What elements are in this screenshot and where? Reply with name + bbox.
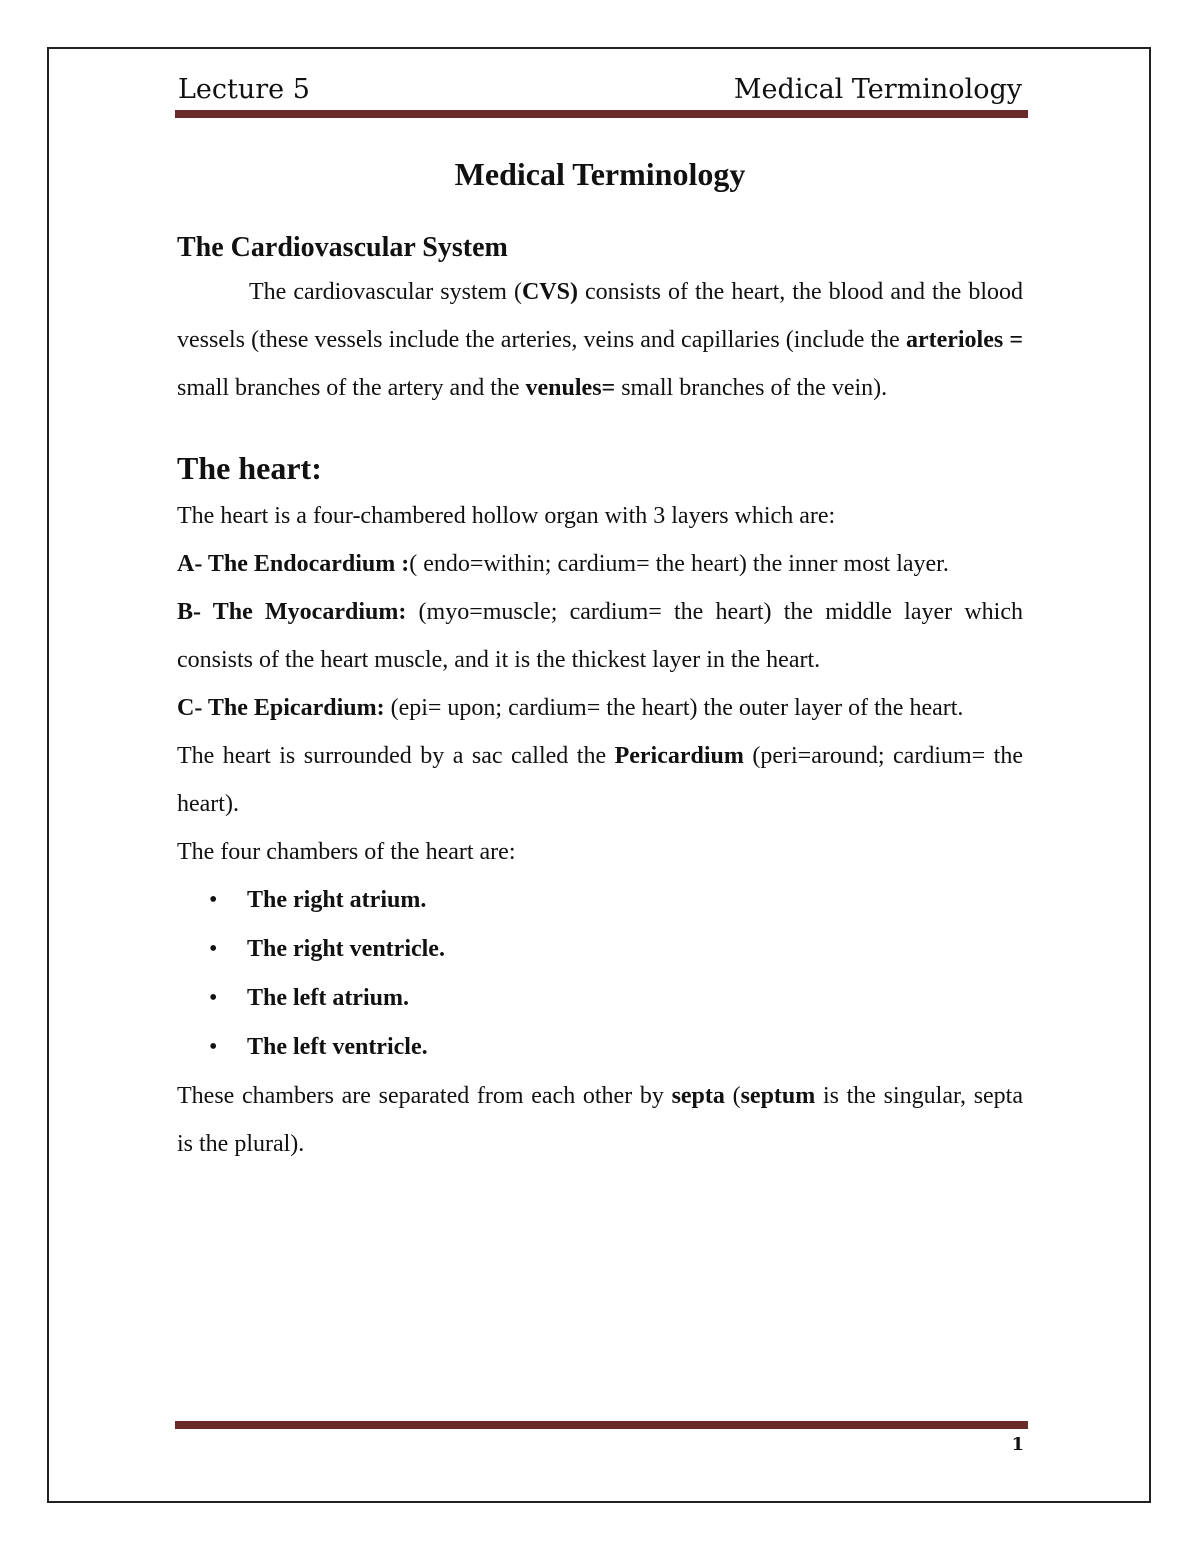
venules-term: venules= [525,375,616,401]
arterioles-term: arterioles = [905,327,1023,353]
cvs-abbrev: CVS) [521,279,578,305]
cvs-text-2: consists of the heart, the blood and the blood vessels (these vessels include the arteries, veins and capillaries (include the [177,279,1023,353]
chamber-item-right-atrium: • The right atrium. [247,876,1023,925]
myocardium-item [177,588,1023,684]
septum-term: septum [740,1083,816,1109]
myocardium-text: (myo=muscle; cardium= the heart) the middle layer which consists of the heart muscle, and it is the thickest layer in the heart. [177,599,1023,673]
cvs-text-3: small branches of the artery and the [177,375,526,401]
endocardium-item [177,540,1023,588]
epicardium-label: C- The Epicardium: [177,695,385,721]
chamber-item-left-ventricle: • The left ventricle. [247,1023,1023,1072]
cvs-text-4: small branches of the vein). [615,375,888,401]
pericardium-text-1: The heart is surrounded by a sac called the [177,743,615,769]
cvs-text-1: The cardiovascular system ( [249,279,522,305]
septa-term: septa [671,1083,725,1109]
heart-section-title: The heart: [177,450,322,486]
septa-text-1: These chambers are separated from each other by [177,1083,672,1109]
chambers-intro: The four chambers of the heart are: [177,839,516,865]
endocardium-label: A- The Endocardium : [177,551,410,577]
page-number: 1 [1011,1434,1024,1455]
document-title: Medical Terminology [454,156,746,192]
chamber-item-left-atrium: • The left atrium. [247,974,1023,1023]
page-content [177,138,1023,1168]
header-course-title: Medical Terminology [733,74,1022,105]
septa-text-2: ( [724,1083,741,1109]
epicardium-text: (epi= upon; cardium= the heart) the outer layer of the heart. [384,695,964,721]
footer-rule [175,1421,1028,1429]
pericardium-term: Pericardium [614,743,744,769]
septa-text-3: is the singular, septa is the plural). [177,1083,1024,1157]
pericardium-text-2: (peri=around; cardium= the heart). [177,743,1024,817]
pericardium-paragraph [177,732,1023,828]
chambers-list [177,876,1023,1072]
myocardium-label: B- The Myocardium: [177,599,407,625]
chamber-item-right-ventricle: • The right ventricle. [247,925,1023,974]
header-rule [175,110,1028,118]
endocardium-text: ( endo=within; cardium= the heart) the inner most layer. [409,551,949,577]
epicardium-item [177,684,1023,732]
header-lecture-label: Lecture 5 [178,74,310,105]
septa-paragraph [177,1072,1023,1168]
section-title: The Cardiovascular System [177,232,508,263]
heart-intro: The heart is a four-chambered hollow organ with 3 layers which are: [177,503,836,529]
cvs-paragraph [177,268,1023,412]
